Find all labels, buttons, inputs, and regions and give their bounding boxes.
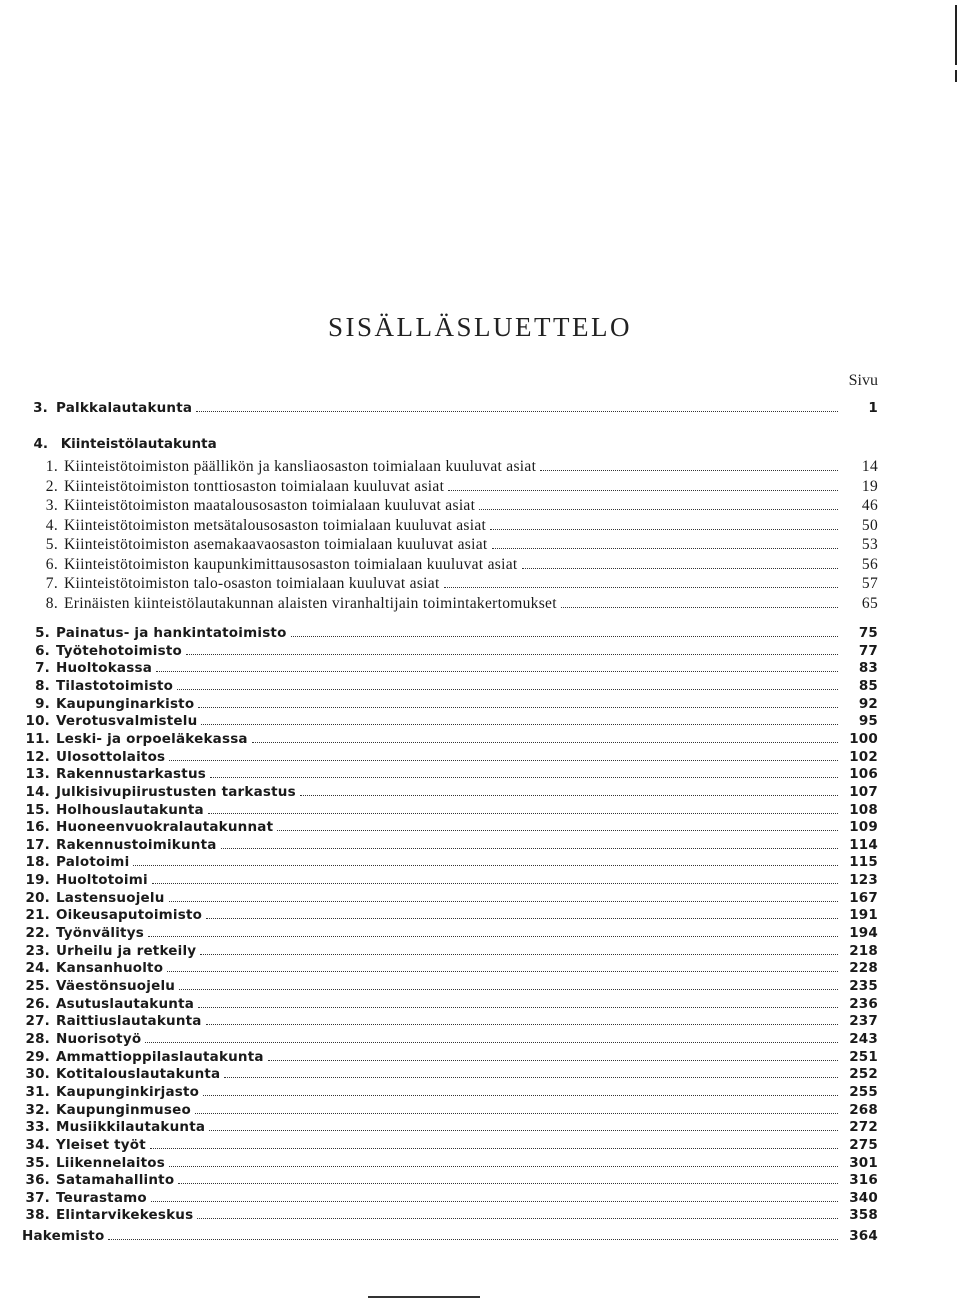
section-heading-label: Kiinteistölautakunta xyxy=(60,436,217,452)
toc-entry-label: Väestönsuojelu xyxy=(56,978,176,994)
dot-leader xyxy=(198,707,838,708)
toc-entry-label: Raittiuslautakunta xyxy=(56,1013,202,1030)
toc-entry-number: 31. xyxy=(25,1083,50,1100)
toc-entry-page: 255 xyxy=(849,1083,878,1100)
toc-entry xyxy=(22,978,878,994)
page-title: SISÄLLÄSLUETTELO xyxy=(328,312,632,342)
toc-entry-page: 1 xyxy=(868,400,878,416)
toc-entry-page: 100 xyxy=(849,730,878,747)
toc-entry-page: 243 xyxy=(849,1030,878,1047)
toc-entry xyxy=(22,643,878,659)
scan-edge-mark xyxy=(955,70,957,82)
toc-entry-label: Kiinteistötoimiston talo-osaston toimialaan kuuluvat asiat xyxy=(64,575,440,592)
toc-entry xyxy=(22,678,878,694)
toc-entry xyxy=(22,1084,878,1100)
toc-entry-label: Kansanhuolto xyxy=(56,960,164,977)
dot-leader xyxy=(198,1007,838,1008)
toc-entry-number: 32. xyxy=(25,1101,50,1118)
toc-entry-number: 9. xyxy=(35,695,50,712)
toc-entry-label: Kiinteistötoimiston asemakaavaosaston toimialaan kuuluvat asiat xyxy=(64,536,488,553)
dot-leader xyxy=(169,901,838,902)
toc-entry-label: Palotoimi xyxy=(56,854,130,871)
toc-entry-label: Kiinteistötoimiston kaupunkimittausosaston toimialaan kuuluvat asiat xyxy=(64,555,518,573)
bottom-rule xyxy=(368,1296,480,1298)
dot-leader xyxy=(197,1218,838,1219)
dot-leader xyxy=(300,795,838,796)
toc-entry-page: 114 xyxy=(849,836,878,853)
toc-entry-label: Yleiset työt xyxy=(56,1136,146,1153)
toc-entry-number: 7. xyxy=(35,660,50,677)
toc-entry-number: 7. xyxy=(45,575,58,592)
toc-entry xyxy=(22,1013,878,1029)
toc-entry-label: Holhouslautakunta xyxy=(56,801,204,818)
toc-entry xyxy=(30,400,878,416)
dot-leader xyxy=(156,671,838,672)
toc-entry-page: 251 xyxy=(849,1048,878,1065)
toc-entry-page: 83 xyxy=(858,660,878,677)
dot-leader xyxy=(196,411,838,412)
toc-entry-page: 236 xyxy=(849,995,878,1012)
toc-entry-page: 53 xyxy=(861,536,878,553)
toc-entry-number: 3. xyxy=(33,400,48,416)
dot-leader xyxy=(195,1113,838,1114)
toc-entry-page: 65 xyxy=(861,594,878,612)
toc-entry xyxy=(22,819,878,835)
toc-entry-page: 115 xyxy=(849,854,878,871)
toc-entry-number: 15. xyxy=(25,801,50,818)
dot-leader xyxy=(209,1130,838,1131)
toc-entry-number: 27. xyxy=(25,1013,50,1030)
dot-leader xyxy=(268,1060,838,1061)
toc-entry-page: 85 xyxy=(858,677,878,694)
toc-entry xyxy=(22,943,878,959)
toc-entry xyxy=(22,1049,878,1065)
toc-entry xyxy=(40,536,878,554)
toc-entry xyxy=(22,713,878,729)
toc-entry xyxy=(22,766,878,782)
toc-entry-number: 16. xyxy=(25,819,50,836)
dot-leader xyxy=(540,470,838,471)
toc-entry xyxy=(22,1102,878,1118)
toc-entry-number: 5. xyxy=(35,625,50,641)
toc-entry-page: 218 xyxy=(849,942,878,959)
toc-entry-number: 1. xyxy=(45,458,58,475)
toc-entry-label: Verotusvalmistelu xyxy=(56,713,198,730)
dot-leader xyxy=(200,954,838,955)
toc-entry-page: 191 xyxy=(849,907,878,924)
toc-entry-number: 6. xyxy=(45,555,58,573)
toc-entry xyxy=(40,517,878,535)
toc-entry xyxy=(22,802,878,818)
toc-entry-label: Kiinteistötoimiston maatalousosaston toimialaan kuuluvat asiat xyxy=(64,497,476,514)
toc-entry xyxy=(22,1172,878,1188)
toc-entry xyxy=(22,660,878,676)
toc-entry-page: 92 xyxy=(858,695,878,712)
toc-entry-label: Rakennustoimikunta xyxy=(56,836,217,853)
toc-entry-label: Oikeusaputoimisto xyxy=(56,907,203,924)
toc-entry-number: 8. xyxy=(35,677,50,694)
toc-entry-number: 6. xyxy=(35,642,50,659)
toc-entry-label: Musiikkilautakunta xyxy=(56,1119,206,1136)
toc-entry-label: Huoltotoimi xyxy=(56,872,148,889)
toc-entry xyxy=(22,837,878,853)
toc-entry-label: Kotitalouslautakunta xyxy=(56,1066,221,1083)
toc-entry-page: 228 xyxy=(849,960,878,977)
dot-leader xyxy=(522,568,839,569)
toc-entry-label: Satamahallinto xyxy=(56,1172,175,1189)
toc-entry-number: 19. xyxy=(25,872,50,889)
toc-entry-number: 30. xyxy=(25,1066,50,1083)
toc-entry-number: 17. xyxy=(25,836,50,853)
toc-entry-number: 12. xyxy=(25,748,50,765)
toc-entry-label: Lastensuojelu xyxy=(56,889,165,906)
toc-entry-label: Nuorisotyö xyxy=(56,1030,142,1047)
toc-entry-label: Liikennelaitos xyxy=(56,1154,165,1171)
dot-leader xyxy=(277,830,838,831)
toc-entry-label: Kaupunginarkisto xyxy=(56,695,195,712)
dot-leader xyxy=(224,1077,838,1078)
dot-leader xyxy=(203,1095,838,1096)
toc-entry-number: 28. xyxy=(25,1030,50,1047)
dot-leader xyxy=(490,529,838,530)
toc-entry-page: 50 xyxy=(861,516,878,534)
toc-entry-label: Kaupunginmuseo xyxy=(56,1101,191,1118)
toc-entry-number: 13. xyxy=(25,766,50,783)
dot-leader xyxy=(133,865,838,866)
toc-entry xyxy=(22,1137,878,1153)
dot-leader xyxy=(108,1239,838,1240)
dot-leader xyxy=(206,1024,838,1025)
dot-leader xyxy=(148,936,838,937)
dot-leader xyxy=(177,689,838,690)
toc-entry xyxy=(22,1031,878,1047)
toc-entry-number: 3. xyxy=(45,497,58,514)
toc-entry-label: Ammattioppilaslautakunta xyxy=(56,1048,264,1065)
toc-entry-page: 268 xyxy=(849,1101,878,1118)
dot-leader xyxy=(492,548,838,549)
dot-leader xyxy=(150,1148,838,1149)
toc-entry-page: 102 xyxy=(849,748,878,765)
toc-entry xyxy=(22,749,878,765)
toc-entry xyxy=(40,458,878,476)
dot-leader xyxy=(252,742,838,743)
section-heading-number: 4. xyxy=(33,436,48,452)
toc-entry-index xyxy=(22,1228,878,1244)
toc-entry-number: 33. xyxy=(25,1119,50,1136)
toc-entry-label: Julkisivupiirustusten tarkastus xyxy=(56,783,296,800)
dot-leader xyxy=(221,848,838,849)
toc-entry-number: 5. xyxy=(45,536,58,553)
toc-entry-number: 20. xyxy=(25,889,50,906)
toc-entry-label: Kiinteistötoimiston tonttiosaston toimialaan kuuluvat asiat xyxy=(64,477,445,495)
toc-entry-page: 95 xyxy=(858,713,878,730)
toc-entry-number: 2. xyxy=(45,477,58,495)
toc-entry-label: Tilastotoimisto xyxy=(56,677,174,694)
toc-entry xyxy=(22,925,878,941)
page-column-header: Sivu xyxy=(848,372,878,389)
toc-entry-number: 34. xyxy=(25,1136,50,1153)
toc-entry-number: 24. xyxy=(25,960,50,977)
dot-leader xyxy=(145,1042,838,1043)
toc-entry xyxy=(22,1119,878,1135)
toc-entry xyxy=(22,1155,878,1171)
toc-entry-label: Ulosottolaitos xyxy=(56,748,166,765)
toc-entry-page: 107 xyxy=(849,783,878,800)
toc-entry xyxy=(22,1207,878,1223)
dot-leader xyxy=(169,1166,838,1167)
toc-entry-number: 35. xyxy=(25,1154,50,1171)
toc-entry-page: 275 xyxy=(849,1136,878,1153)
toc-entry-label: Leski- ja orpoeläkekassa xyxy=(56,730,248,747)
toc-entry-label: Teurastamo xyxy=(56,1189,147,1206)
toc-entry-page: 123 xyxy=(849,872,878,889)
toc-entry-label: Kiinteistötoimiston metsätalousosaston toimialaan kuuluvat asiat xyxy=(64,516,487,534)
toc-entry-page: 316 xyxy=(849,1172,878,1189)
toc-entry-number: 29. xyxy=(25,1048,50,1065)
toc-entry-page: 235 xyxy=(849,978,878,994)
dot-leader xyxy=(201,724,838,725)
toc-entry xyxy=(40,595,878,613)
toc-entry xyxy=(22,872,878,888)
toc-entry-page: 272 xyxy=(849,1119,878,1136)
toc-entry-page: 57 xyxy=(861,575,878,592)
dot-leader xyxy=(167,971,838,972)
toc-entry-page: 77 xyxy=(858,642,878,659)
toc-entry-label: Rakennustarkastus xyxy=(56,766,206,783)
toc-entry-page: 340 xyxy=(849,1189,878,1206)
toc-entry-page: 237 xyxy=(849,1013,878,1030)
toc-entry xyxy=(40,556,878,574)
toc-entry-label: Erinäisten kiinteistölautakunnan alaisten viranhaltijain toimintakertomukset xyxy=(64,594,557,612)
toc-entry-number: 10. xyxy=(25,713,50,730)
toc-entry xyxy=(22,731,878,747)
toc-entry-page: 252 xyxy=(849,1066,878,1083)
dot-leader xyxy=(448,490,838,491)
toc-entry-page: 167 xyxy=(849,889,878,906)
dot-leader xyxy=(444,587,838,588)
dot-leader xyxy=(210,777,838,778)
toc-entry-label: Painatus- ja hankintatoimisto xyxy=(56,625,287,641)
toc-entry-label: Kaupunginkirjasto xyxy=(56,1083,200,1100)
dot-leader xyxy=(291,636,838,637)
dot-leader xyxy=(169,760,838,761)
toc-entry xyxy=(22,907,878,923)
section-heading xyxy=(30,436,217,452)
toc-entry-page: 19 xyxy=(861,477,878,495)
toc-entry-page: 108 xyxy=(849,801,878,818)
toc-entry-number: 36. xyxy=(25,1172,50,1189)
dot-leader xyxy=(206,918,838,919)
toc-entry-number: 4. xyxy=(45,516,58,534)
toc-entry-label: Työnvälitys xyxy=(56,925,144,942)
toc-entry-page: 358 xyxy=(849,1207,878,1224)
toc-entry-number: 26. xyxy=(25,995,50,1012)
toc-entry-page: 14 xyxy=(861,458,878,475)
dot-leader xyxy=(208,813,838,814)
toc-entry xyxy=(40,497,878,515)
toc-entry-label: Hakemisto xyxy=(22,1228,105,1244)
dot-leader xyxy=(151,1201,838,1202)
toc-entry-number: 8. xyxy=(45,594,58,612)
toc-entry-label: Asutuslautakunta xyxy=(56,995,195,1012)
dot-leader xyxy=(179,989,838,990)
toc-entry xyxy=(22,854,878,870)
toc-entry-page: 106 xyxy=(849,766,878,783)
toc-entry-number: 25. xyxy=(25,978,50,994)
toc-entry-label: Työtehotoimisto xyxy=(56,642,182,659)
toc-entry xyxy=(40,478,878,496)
toc-entry-page: 56 xyxy=(861,555,878,573)
toc-entry-label: Urheilu ja retkeily xyxy=(56,942,197,959)
toc-entry xyxy=(22,784,878,800)
toc-entry-number: 18. xyxy=(25,854,50,871)
dot-leader xyxy=(178,1183,838,1184)
toc-entry xyxy=(22,996,878,1012)
toc-entry-number: 38. xyxy=(25,1207,50,1224)
toc-entry-label: Huoneenvuokralautakunnat xyxy=(56,819,274,836)
toc-entry-number: 22. xyxy=(25,925,50,942)
dot-leader xyxy=(152,883,838,884)
toc-entry-page: 109 xyxy=(849,819,878,836)
dot-leader xyxy=(186,654,838,655)
scan-edge-mark xyxy=(955,5,957,65)
toc-entry-number: 37. xyxy=(25,1189,50,1206)
toc-entry-number: 23. xyxy=(25,942,50,959)
dot-leader xyxy=(561,607,838,608)
toc-entry xyxy=(40,575,878,593)
dot-leader xyxy=(479,509,838,510)
toc-entry-page: 194 xyxy=(849,925,878,942)
toc-entry xyxy=(22,960,878,976)
toc-entry-number: 21. xyxy=(25,907,50,924)
toc-entry-label: Elintarvikekeskus xyxy=(56,1207,194,1224)
toc-entry xyxy=(22,696,878,712)
toc-entry-page: 301 xyxy=(849,1154,878,1171)
toc-entry xyxy=(22,625,878,641)
toc-entry-page: 75 xyxy=(858,625,878,641)
toc-entry-label: Huoltokassa xyxy=(56,660,153,677)
toc-entry-page: 46 xyxy=(861,497,878,514)
toc-entry-number: 14. xyxy=(25,783,50,800)
toc-entry-page: 364 xyxy=(849,1228,878,1244)
toc-entry-number: 11. xyxy=(25,730,50,747)
toc-entry xyxy=(22,1066,878,1082)
toc-entry-label: Kiinteistötoimiston päällikön ja kansliaosaston toimialaan kuuluvat asiat xyxy=(64,458,537,475)
toc-entry-label: Palkkalautakunta xyxy=(56,400,193,416)
toc-entry xyxy=(22,1190,878,1206)
toc-entry xyxy=(22,890,878,906)
